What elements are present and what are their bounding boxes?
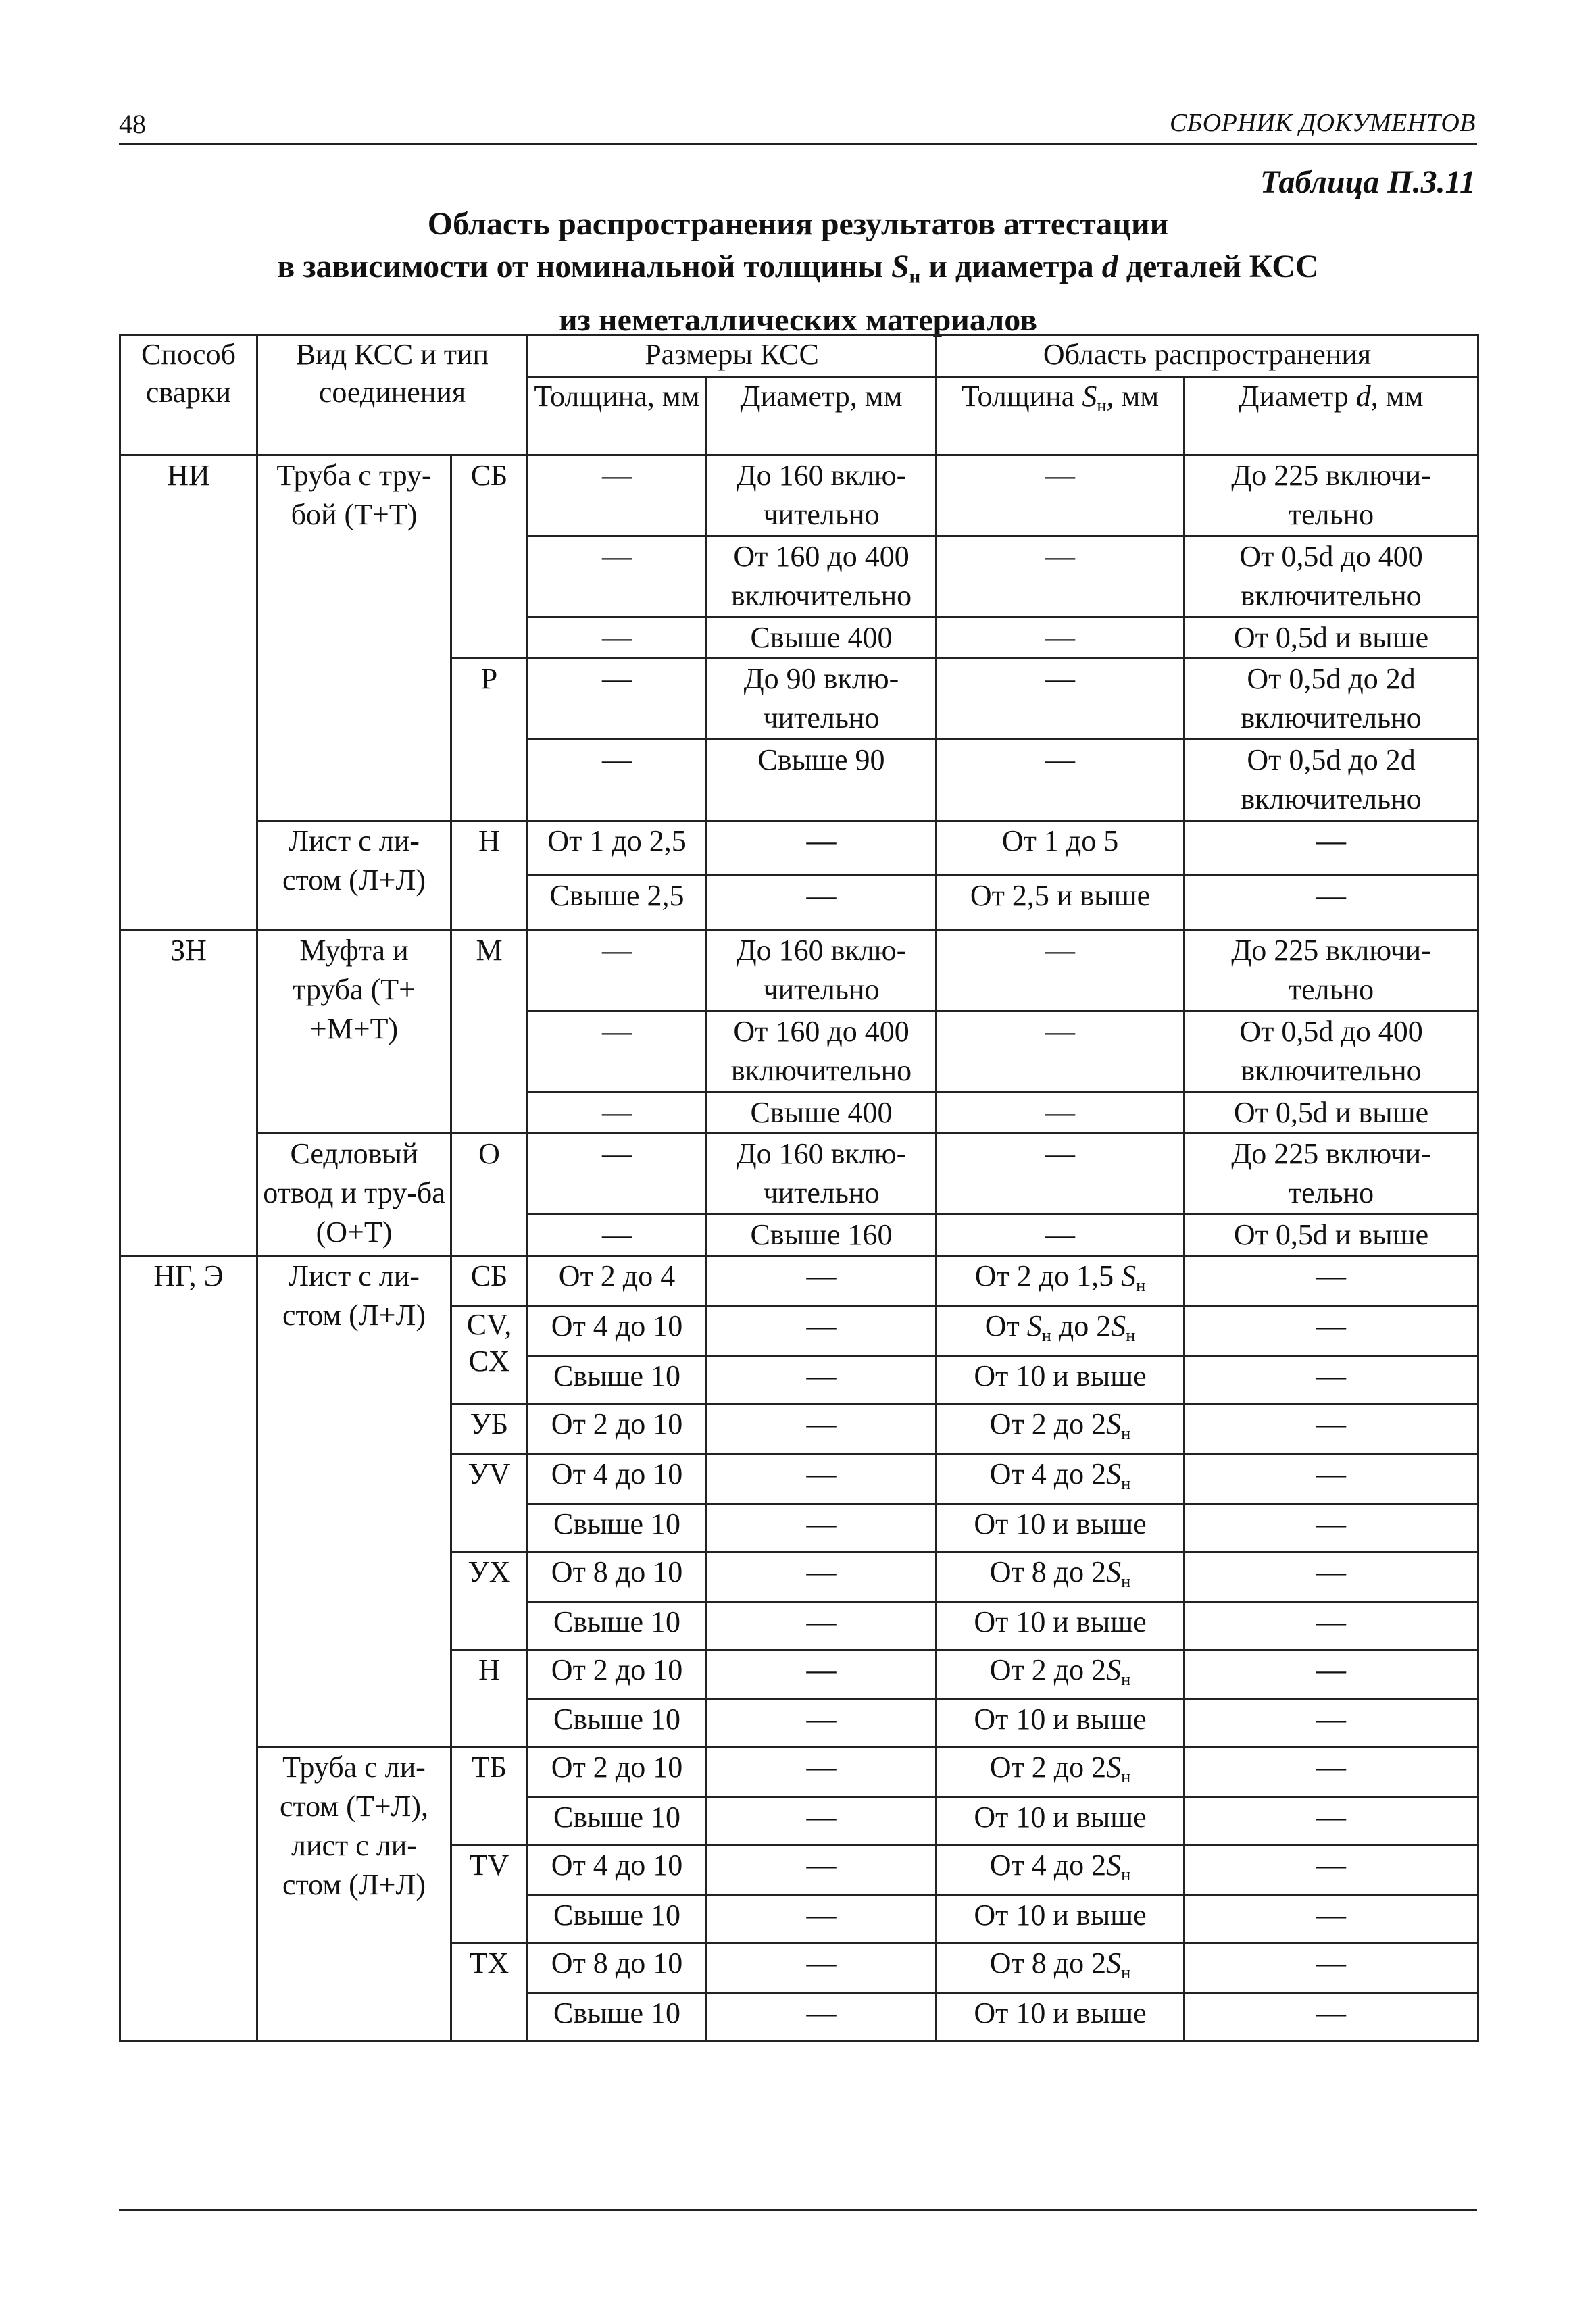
footer-rule (119, 2209, 1477, 2211)
header-area-diameter: Диаметр d, мм (1184, 377, 1478, 455)
kind-pipe-sheet: Труба с ли-стом (Т+Л), лист с ли-стом (Л+Л) (257, 1747, 451, 2041)
cell-area-diameter: От 0,5d и выше (1184, 618, 1478, 659)
caption-line-1: Область распространения результатов аттестации (427, 206, 1169, 242)
joint-sb: СБ (451, 455, 528, 659)
cell-diameter: От 160 до 400 включительно (707, 536, 937, 618)
cell-area-diameter: — (1184, 1601, 1478, 1649)
cell-area-diameter: — (1184, 1747, 1478, 1797)
cell-diameter: Свыше 90 (707, 740, 937, 821)
header-kind: Вид КСС и тип соединения (257, 335, 528, 455)
cell-area-thickness: От 10 и выше (937, 1699, 1184, 1747)
header-area: Область распространения (937, 335, 1478, 377)
cell-thickness: Свыше 10 (528, 1895, 707, 1943)
cell-area-thickness: — (937, 740, 1184, 821)
cell-thickness: От 2 до 10 (528, 1649, 707, 1699)
cell-diameter: — (707, 1355, 937, 1403)
cell-diameter: — (707, 1993, 937, 2041)
cell-area-diameter: — (1184, 1305, 1478, 1355)
cell-area-thickness: — (937, 618, 1184, 659)
cell-diameter: — (707, 1503, 937, 1551)
cell-area-thickness: От 2 до $2S_н$ (937, 1649, 1184, 1699)
cell-area-diameter: — (1184, 1503, 1478, 1551)
cell-thickness: Свыше 10 (528, 1503, 707, 1551)
header-area-thickness: Толщина $S_н$, мм (937, 377, 1184, 455)
cell-area-diameter: — (1184, 876, 1478, 930)
cell-area-thickness: От 4 до $2S_н$ (937, 1453, 1184, 1503)
cell-area-thickness: От 10 и выше (937, 1993, 1184, 2041)
cell-diameter: — (707, 1895, 937, 1943)
method-ng-e: НГ, Э (120, 1256, 257, 2041)
cell-diameter: — (707, 1601, 937, 1649)
joint-tb: ТБ (451, 1747, 528, 1845)
cell-area-thickness: От $S_н$ до $2S_н$ (937, 1305, 1184, 1355)
cell-thickness: От 4 до 10 (528, 1453, 707, 1503)
header-thickness: Толщина, мм (528, 377, 707, 455)
cell-area-diameter: — (1184, 1403, 1478, 1453)
cell-area-diameter: — (1184, 1845, 1478, 1895)
header-method: Способ сварки (120, 335, 257, 455)
cell-diameter: Свыше 400 (707, 618, 937, 659)
header-sizes: Размеры КСС (528, 335, 937, 377)
cell-area-thickness: — (937, 930, 1184, 1011)
cell-diameter: — (707, 1256, 937, 1306)
cell-thickness: От 2 до 10 (528, 1403, 707, 1453)
cell-area-thickness: От 2 до $2S_н$ (937, 1403, 1184, 1453)
cell-area-diameter: — (1184, 1943, 1478, 1993)
cell-area-diameter: — (1184, 1649, 1478, 1699)
cell-diameter: — (707, 876, 937, 930)
cell-thickness: От 8 до 10 (528, 1943, 707, 1993)
cell-thickness: — (528, 455, 707, 536)
cell-area-thickness: От 10 и выше (937, 1895, 1184, 1943)
joint-n: Н (451, 821, 528, 930)
cell-area-thickness: От 8 до $2S_н$ (937, 1943, 1184, 1993)
cell-diameter: Свыше 400 (707, 1092, 937, 1134)
cell-area-thickness: — (937, 536, 1184, 618)
cell-area-diameter: — (1184, 1453, 1478, 1503)
cell-diameter: До 90 вклю-чительно (707, 659, 937, 740)
cell-area-diameter: От 0,5d до 2d включительно (1184, 740, 1478, 821)
cell-area-thickness: От 10 и выше (937, 1797, 1184, 1845)
cell-area-diameter: До 225 включи-тельно (1184, 455, 1478, 536)
cell-area-diameter: От 0,5d и выше (1184, 1092, 1478, 1134)
table-caption (119, 203, 1477, 341)
kind-coupling-pipe: Муфта и труба (Т+ +М+Т) (257, 930, 451, 1134)
cell-thickness: От 2 до 10 (528, 1747, 707, 1797)
cell-diameter: Свыше 160 (707, 1215, 937, 1256)
page-number: 48 (119, 109, 146, 139)
cell-thickness: От 2 до 4 (528, 1256, 707, 1306)
cell-area-thickness: От 10 и выше (937, 1355, 1184, 1403)
cell-area-thickness: — (937, 455, 1184, 536)
cell-area-thickness: От 2,5 и выше (937, 876, 1184, 930)
cell-thickness: — (528, 536, 707, 618)
joint-uv: УV (451, 1453, 528, 1551)
cell-thickness: — (528, 740, 707, 821)
joint-tx: ТХ (451, 1943, 528, 2041)
running-head: СБОРНИК ДОКУМЕНТОВ (1169, 109, 1476, 137)
cell-area-thickness: От 10 и выше (937, 1503, 1184, 1551)
cell-diameter: — (707, 1747, 937, 1797)
cell-area-thickness: От 2 до $2S_н$ (937, 1747, 1184, 1797)
cell-diameter: — (707, 1649, 937, 1699)
cell-diameter: До 160 вклю-чительно (707, 930, 937, 1011)
cell-diameter: — (707, 1699, 937, 1747)
cell-area-diameter: — (1184, 821, 1478, 876)
cell-thickness: — (528, 1092, 707, 1134)
cell-area-diameter: От 0,5d до 400 включительно (1184, 536, 1478, 618)
cell-diameter: — (707, 1403, 937, 1453)
cell-thickness: Свыше 10 (528, 1601, 707, 1649)
cell-area-diameter: — (1184, 1551, 1478, 1601)
kind-sheet-sheet: Лист с ли-стом (Л+Л) (257, 1256, 451, 1747)
cell-thickness: От 4 до 10 (528, 1845, 707, 1895)
cell-diameter: До 160 вклю-чительно (707, 455, 937, 536)
cell-area-thickness: — (937, 1215, 1184, 1256)
cell-thickness: — (528, 930, 707, 1011)
joint-n: Н (451, 1649, 528, 1747)
kind-sheet-sheet: Лист с ли-стом (Л+Л) (257, 821, 451, 930)
cell-area-diameter: До 225 включи-тельно (1184, 1134, 1478, 1215)
cell-thickness: От 1 до 2,5 (528, 821, 707, 876)
cell-area-diameter: От 0,5d до 2d включительно (1184, 659, 1478, 740)
cell-area-thickness: — (937, 1092, 1184, 1134)
kind-saddle-pipe: Седловый отвод и тру-ба (О+Т) (257, 1134, 451, 1256)
cell-thickness: Свыше 10 (528, 1993, 707, 2041)
cell-thickness: — (528, 618, 707, 659)
cell-thickness: От 8 до 10 (528, 1551, 707, 1601)
cell-thickness: Свыше 2,5 (528, 876, 707, 930)
joint-ub: УБ (451, 1403, 528, 1453)
cell-thickness: Свыше 10 (528, 1797, 707, 1845)
joint-o: О (451, 1134, 528, 1256)
cell-area-diameter: До 225 включи-тельно (1184, 930, 1478, 1011)
cell-area-thickness: — (937, 1134, 1184, 1215)
joint-cv-cx: CV, CX (451, 1305, 528, 1403)
cell-area-diameter: — (1184, 1355, 1478, 1403)
cell-diameter: До 160 вклю-чительно (707, 1134, 937, 1215)
cell-thickness: От 4 до 10 (528, 1305, 707, 1355)
cell-area-thickness: От 2 до 1,5 $S_н$ (937, 1256, 1184, 1306)
cell-area-thickness: От 10 и выше (937, 1601, 1184, 1649)
cell-diameter: — (707, 1453, 937, 1503)
caption-line-3: из неметаллических материалов (558, 301, 1038, 338)
kind-pipe-pipe: Труба с тру-бой (Т+Т) (257, 455, 451, 821)
cell-area-thickness: — (937, 1011, 1184, 1092)
caption-line-2: в зависимости от номинальной толщины $S_н$ и диаметра d деталей КСС (277, 249, 1319, 288)
cell-thickness: — (528, 1011, 707, 1092)
cell-area-thickness: — (937, 659, 1184, 740)
cell-area-diameter: — (1184, 1256, 1478, 1306)
method-zn: ЗН (120, 930, 257, 1256)
cell-diameter: — (707, 1797, 937, 1845)
table-number: Таблица П.3.11 (1260, 164, 1476, 200)
joint-sb: СБ (451, 1256, 528, 1306)
cell-diameter: — (707, 1305, 937, 1355)
cell-area-diameter: — (1184, 1699, 1478, 1747)
cell-thickness: Свыше 10 (528, 1355, 707, 1403)
joint-r: Р (451, 659, 528, 821)
cell-thickness: — (528, 659, 707, 740)
header-diameter: Диаметр, мм (707, 377, 937, 455)
joint-m: М (451, 930, 528, 1134)
cell-area-thickness: От 1 до 5 (937, 821, 1184, 876)
cell-area-diameter: От 0,5d и выше (1184, 1215, 1478, 1256)
joint-tv: ТV (451, 1845, 528, 1943)
cell-area-diameter: — (1184, 1895, 1478, 1943)
cell-thickness: Свыше 10 (528, 1699, 707, 1747)
qualification-table (119, 334, 1479, 2042)
method-ni: НИ (120, 455, 257, 930)
cell-area-thickness: От 8 до $2S_н$ (937, 1551, 1184, 1601)
header-rule (119, 143, 1477, 145)
cell-thickness: — (528, 1134, 707, 1215)
cell-area-diameter: — (1184, 1993, 1478, 2041)
cell-diameter: — (707, 1943, 937, 1993)
cell-diameter: От 160 до 400 включительно (707, 1011, 937, 1092)
cell-area-diameter: — (1184, 1797, 1478, 1845)
cell-diameter: — (707, 1845, 937, 1895)
cell-area-diameter: От 0,5d до 400 включительно (1184, 1011, 1478, 1092)
joint-ux: УХ (451, 1551, 528, 1649)
cell-diameter: — (707, 821, 937, 876)
cell-diameter: — (707, 1551, 937, 1601)
cell-area-thickness: От 4 до $2S_н$ (937, 1845, 1184, 1895)
cell-thickness: — (528, 1215, 707, 1256)
